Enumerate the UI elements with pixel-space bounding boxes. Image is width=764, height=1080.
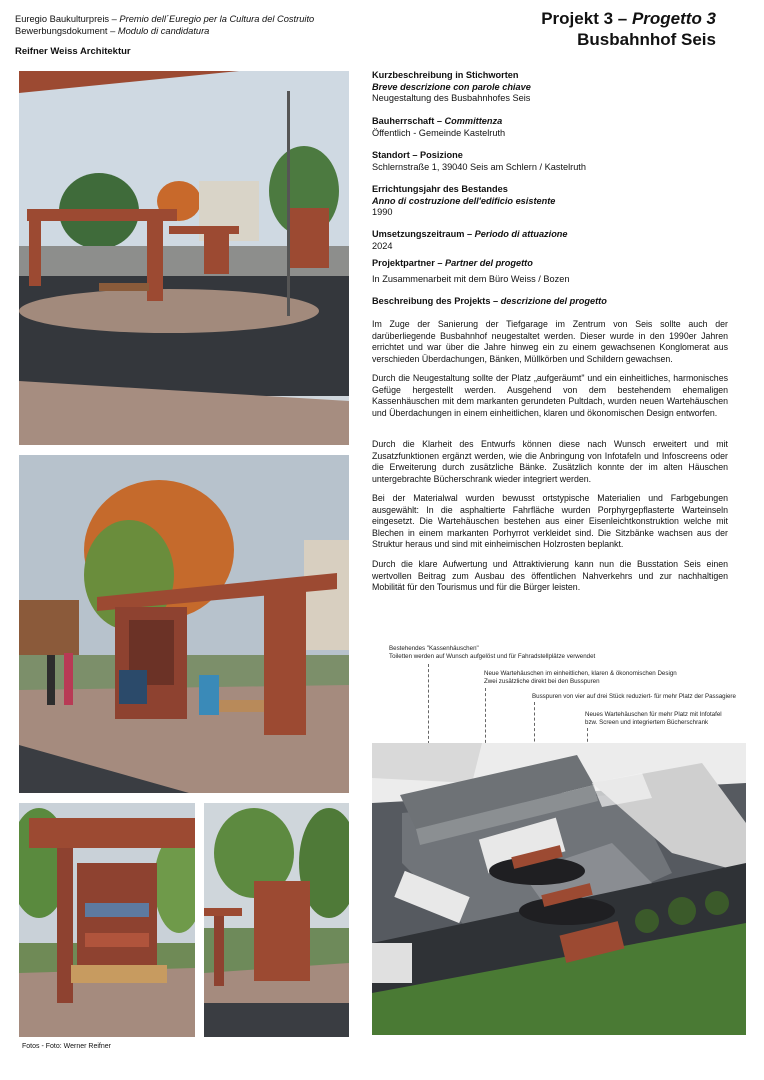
short-description-value: Neugestaltung des Busbahnhofes Seis (372, 93, 531, 103)
annotation-bus-lanes: Busspuren von vier auf drei Stück reduziert- für mehr Platz der Passagiere (532, 693, 736, 700)
description-paragraph-1: Im Zuge der Sanierung der Tiefgarage im Zentrum von Seis sollte auch der darüberliegende Busbahnhof neugestaltet werden. Dieser wurde in den 1990er Jahren errichtet und war über die Jahre hinweg ein zu einem gewachsenen Konglomerat aus verschieden Überdachungen, Bänken, Müllkörben und Schildern gewachsen. (372, 319, 728, 364)
implementation-value: 2024 (372, 240, 393, 251)
construction-year-label-it: Anno di costruzione dell'edificio esistente (372, 195, 556, 206)
project-number: Projekt 3 – Progetto 3 (541, 9, 716, 28)
implementation-label-it: Periodo di attuazione (474, 229, 568, 239)
description-paragraph-2: Durch die Neugestaltung sollte der Platz „aufgeräumt" und ein einheitliches, harmonisches Gefüge hergestellt werden. Ausgehend von dem bestehendem ehemaligen Kassenhäuschen mit dem markanten gerundeten Pultdach, wurden neuen Wartehäuschen und Überdachungen in einem einheitlichen, klaren und ökonomischen Design entworfen. (372, 373, 728, 418)
client-value: Öffentlich - Gemeinde Kastelruth (372, 127, 506, 138)
location-label: Standort – Posizione (372, 150, 463, 160)
short-description-block (372, 70, 727, 105)
partner-value: In Zusammenarbeit mit dem Büro Weiss / Bozen (372, 273, 570, 284)
competition-line: Euregio Baukulturpreis – Premio dell´Euregio per la Cultura del Costruito (15, 14, 315, 24)
office-name: Reifner Weiss Architektur (15, 46, 131, 57)
annotation-new-shelter-info: Neues Wartehäuschen für mehr Platz mit Infotafel bzw. Screen und integriertem Bücherschrank (585, 711, 722, 726)
construction-year-label: Errichtungsjahr des Bestandes (372, 184, 508, 194)
partner-block: Projektpartner – Partner del progetto In Zusammenarbeit mit dem Büro Weiss / Bozen (372, 258, 727, 285)
annotation-new-shelters: Neue Wartehäuschen im einheitlichen, klaren & ökonomischen Design Zwei zusätzliche direkt bei den Busspuren (484, 670, 677, 685)
description-paragraph-3: Durch die Klarheit des Entwurfs können diese nach Wunsch erweitert und mit Zusatzfunktionen ergänzt werden, wie die Anbringung von Infotafeln und Infoscreens oder die Erweiterung durch zusätzliche Bänke. Zusätzlich konnte der im alten Häuschen untergebrachte Bücherschrank wieder integriert werden. (372, 439, 728, 484)
implementation-block: Umsetzungszeitraum – Periodo di attuazione 2024 (372, 229, 727, 252)
document-line: Bewerbungsdokument – Modulo di candidatura (15, 26, 210, 36)
leader-line-2 (485, 688, 486, 748)
client-label-it: Committenza (444, 116, 503, 126)
description-paragraph-5: Durch die klare Aufwertung und Attraktivierung kann nun die Busstation Seis einen wertvollen Beitrag zum Ausbau des öffentlichen Nahverkehrs und zur nachhaltigen Mobilität für den Tourismus und für die Bürger leisten. (372, 559, 728, 592)
short-description-label: Kurzbeschreibung in Stichworten (372, 70, 519, 80)
photo-kiosk-box (204, 803, 349, 1037)
site-plan-axonometric (372, 743, 746, 1035)
partner-label-it: Partner del progetto (445, 258, 533, 268)
description-paragraph-4: Bei der Materialwal wurden bewusst ortstypische Materialien und Farbgebungen ausgewählt: In die asphaltierte Fahrfläche wurden Porphyrgepflasterte Warteinseln eingesetzt. Die Wartehäuschen bestehen aus einer Eisenleichtkonstruktion welche mit Blechen in einem markanten Porhyrrot verkleidet sind. Die Sitzbänke wachsen aus der Struktur heraus und sind mit einheimischen Holzrosten beplankt. (372, 493, 728, 549)
leader-line-1 (428, 664, 429, 744)
photo-waiting-shelter (19, 455, 349, 793)
location-value: Schlernstraße 1, 39040 Seis am Schlern / Kastelruth (372, 161, 586, 172)
construction-year-value: 1990 (372, 207, 393, 217)
photo-credit: Fotos - Foto: Werner Reifner (22, 1043, 111, 1050)
photo-bus-station-overview (19, 71, 349, 445)
project-description-heading: Beschreibung des Projekts – descrizione del progetto (372, 296, 607, 306)
client-block: Bauherrschaft – Committenza Öffentlich - Gemeinde Kastelruth (372, 116, 727, 139)
construction-year-block (372, 184, 727, 219)
photo-bookshelf-shelter (19, 803, 195, 1037)
location-block (372, 150, 727, 173)
project-name: Busbahnhof Seis (577, 30, 716, 49)
short-description-label-it: Breve descrizione con parole chiave (372, 81, 531, 92)
annotation-existing-kiosk: Bestehendes "Kassenhäuschen" Toiletten werden auf Wunsch aufgelöst und für Fahradstellplätze verwendet (389, 645, 596, 660)
